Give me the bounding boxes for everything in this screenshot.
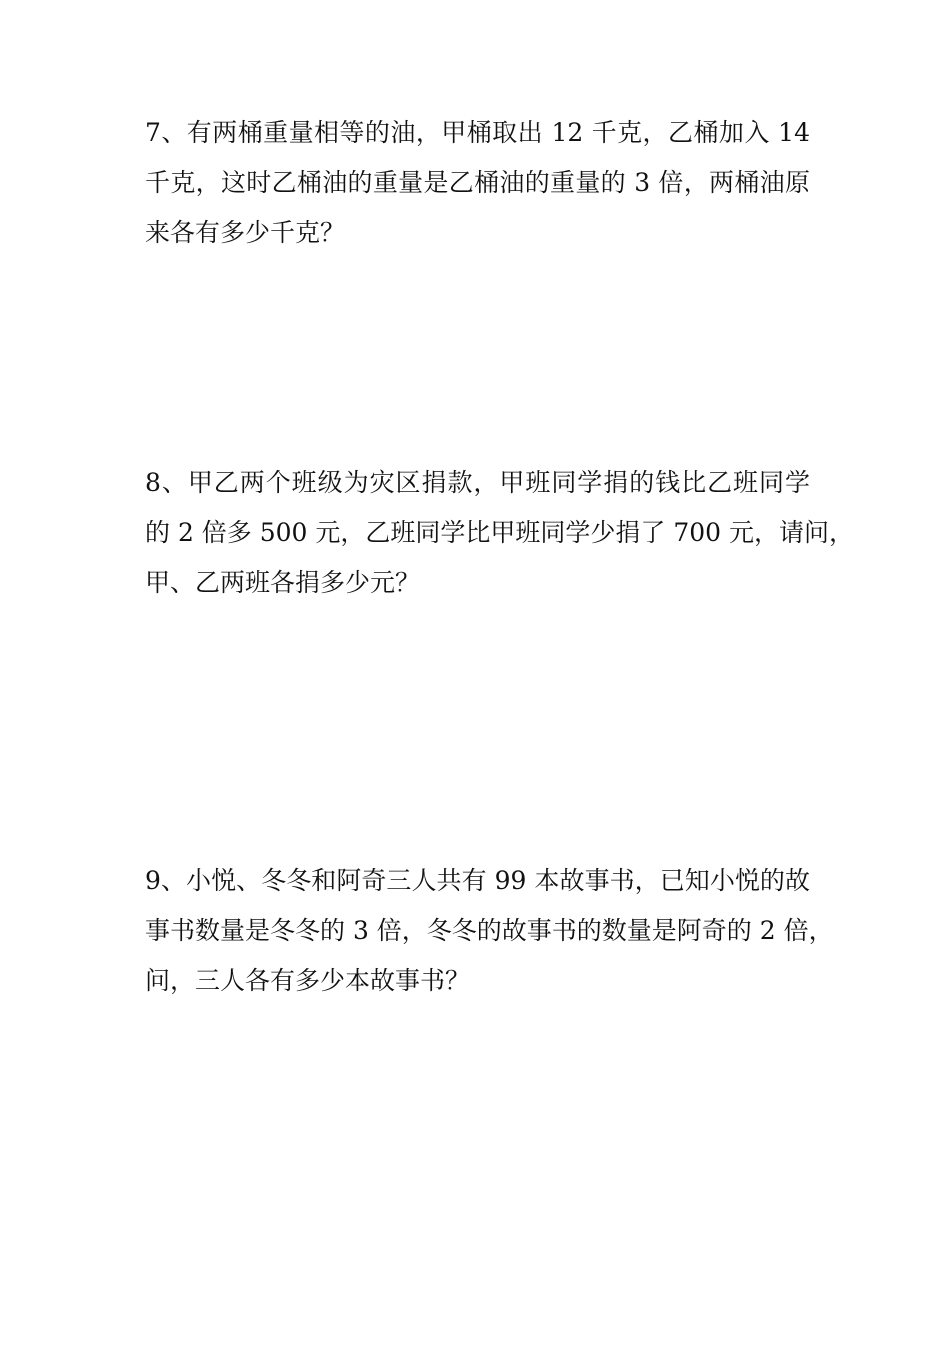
problem-7-line-2: 千克，这时乙桶油的重量是乙桶油的重量的 3 倍，两桶油原 [145, 168, 810, 197]
problem-9 [145, 856, 834, 1006]
problem-8-line-1: 8、甲乙两个班级为灾区捐款，甲班同学捐的钱比乙班同学 [145, 468, 810, 497]
problem-7 [145, 108, 810, 258]
problem-9-line-3: 问，三人各有多少本故事书？ [145, 966, 471, 995]
problem-8-line-3: 甲、乙两班各捐多少元？ [145, 568, 421, 597]
problem-7-line-3: 来各有多少千克？ [145, 218, 346, 247]
problem-8-line-2: 的 2 倍多 500 元，乙班同学比甲班同学少捐了 700 元，请问， [145, 518, 855, 547]
problem-7-line-1: 7、有两桶重量相等的油，甲桶取出 12 千克，乙桶加入 14 [145, 118, 810, 147]
problem-9-line-2: 事书数量是冬冬的 3 倍，冬冬的故事书的数量是阿奇的 2 倍， [145, 916, 834, 945]
problem-8 [145, 458, 855, 608]
problem-9-line-1: 9、小悦、冬冬和阿奇三人共有 99 本故事书，已知小悦的故 [145, 866, 810, 895]
